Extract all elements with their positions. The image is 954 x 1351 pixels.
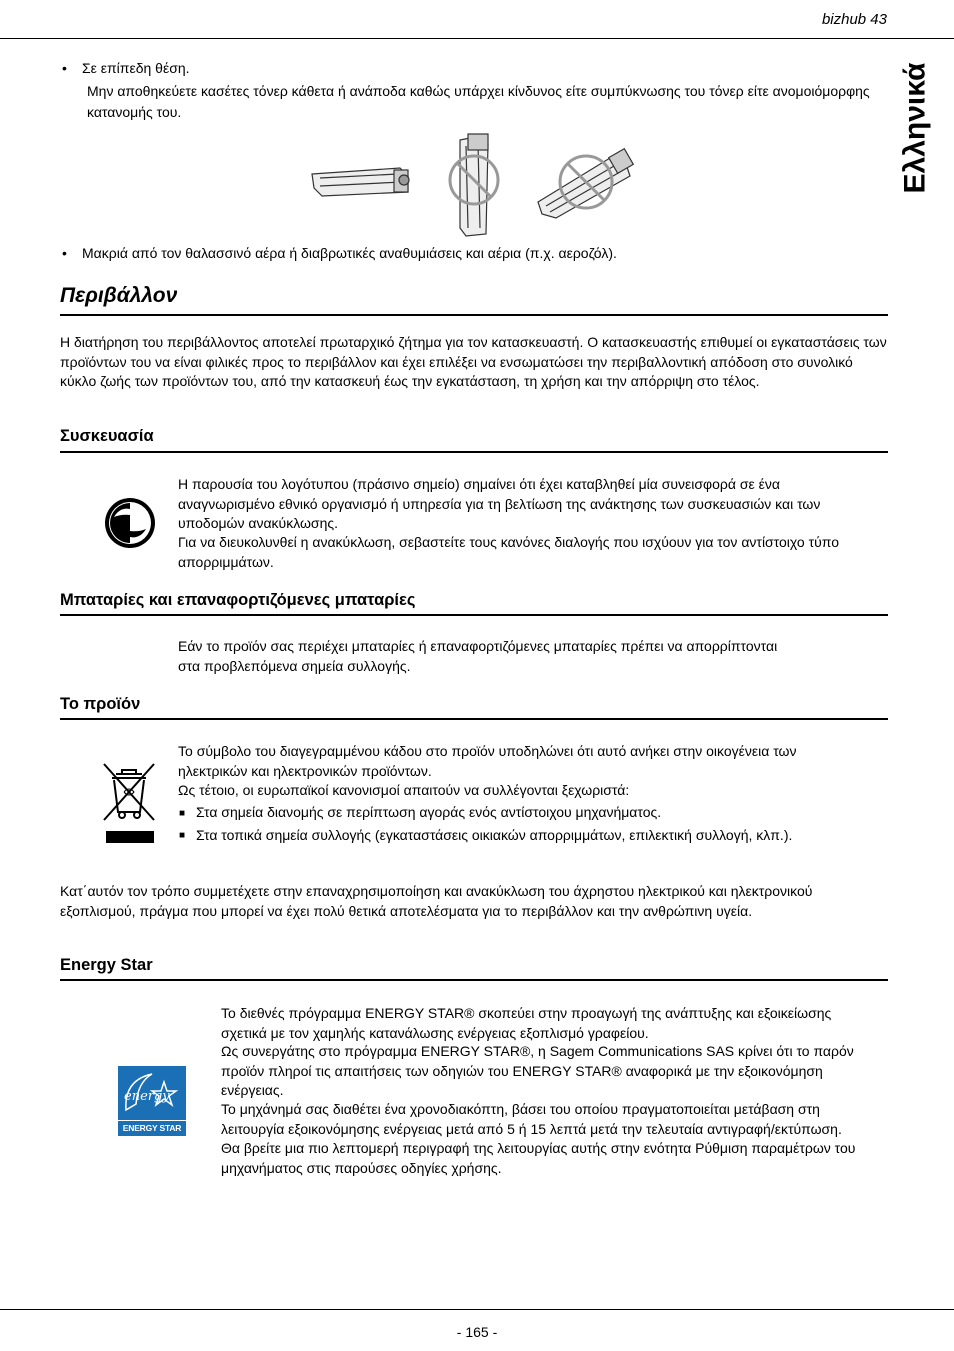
subsection-title-product: Το προϊόν: [60, 695, 141, 713]
product-text-2: Ως τέτοιο, οι ευρωπαϊκοί κανονισμοί απαιτούν να συλλέγονται ξεχωριστά:: [178, 782, 630, 798]
subsection-title-energy-star: Energy Star: [60, 956, 153, 974]
language-side-tab-label: Ελληνικά: [898, 62, 932, 193]
square-bullet: ■: [179, 808, 186, 819]
energy-star-logo: [118, 1066, 186, 1136]
subsection-title-packaging: Συσκευασία: [60, 427, 154, 445]
header-rule: [0, 38, 954, 39]
energy-star-logo-script: energy: [124, 1089, 170, 1104]
energy-star-text-3: Το μηχάνημά σας διαθέτει ένα χρονοδιακόπτη, βάσει του οποίου πραγματοποιείται μετάβαση στη λειτουργία εξοικονόμησης ενέργειας μετά από 5 ή 15 λεπτά μετά την τελευταία αντιγραφή/εκτύπωση. Θα βρείτε μια πιο λεπτομερή περιγραφή της λειτουργίας αυτής στην ενότητα Ρύθμιση παραμέτρων του μηχανήματος στις παρούσες οδηγίες χρήσης.: [221, 1101, 856, 1176]
energy-star-logo-bar: [118, 1120, 186, 1121]
toner-orientation-illustration: [310, 130, 640, 238]
storage-bullet-flat: Σε επίπεδη θέση.: [82, 60, 190, 76]
storage-bullet-note: Μην αποθηκεύετε κασέτες τόνερ κάθετα ή ανάποδα καθώς υπάρχει κίνδυνος είτε συμπύκνωσης του τόνερ είτε ανομοιόμορφης κατανομής του.: [87, 83, 870, 120]
product-list-item-2: Στα τοπικά σημεία συλλογής (εγκαταστάσεις οικιακών απορριμμάτων, επιλεκτική συλλογή, κλπ.).: [196, 827, 793, 843]
product-text-1: Το σύμβολο του διαγεγραμμένου κάδου στο προϊόν υποδηλώνει ότι αυτό ανήκει στην οικογένεια των ηλεκτρικών και ηλεκτρονικών προϊόντων.: [178, 743, 797, 779]
section-title-environment: Περιβάλλον: [60, 284, 178, 307]
bullet-marker: •: [62, 245, 67, 261]
toner-tilted-prohibited: [538, 149, 633, 218]
batteries-text: Εάν το προϊόν σας περιέχει μπαταρίες ή επαναφορτιζόμενες μπαταρίες πρέπει να απορρίπτονται στα προβλεπόμενα σημεία συλλογής.: [178, 638, 778, 674]
subsection-rule: [60, 614, 888, 616]
subsection-rule: [60, 979, 888, 981]
language-side-tab: [885, 60, 945, 195]
page-number: - 165 -: [456, 1324, 498, 1340]
toner-horizontal-ok: [312, 168, 409, 196]
subsection-rule: [60, 451, 888, 453]
energy-star-text-2: Ως συνεργάτης στο πρόγραμμα ENERGY STAR®, η Sagem Communications SAS κρίνει ότι το παρόν προϊόν πληροί τις απαιτήσεις των οδηγιών του ENERGY STAR® αναφορικά με την εξοικονόμηση ενέργειας.: [221, 1043, 854, 1098]
bullet-marker: •: [62, 60, 67, 76]
subsection-title-batteries: Μπαταρίες και επαναφορτιζόμενες μπαταρίες: [60, 591, 416, 609]
storage-bullet-air: Μακριά από τον θαλασσινό αέρα ή διαβρωτικές αναθυμιάσεις και αέρια (π.χ. αεροζόλ).: [82, 245, 617, 261]
crossed-out-bin-icon: [100, 762, 158, 846]
subsection-rule: [60, 718, 888, 720]
product-closing-text: Κατ΄αυτόν τον τρόπο συμμετέχετε στην επαναχρησιμοποίηση και ανακύκλωση του άχρηστου ηλεκτρικού και ηλεκτρονικού εξοπλισμού, πράγμα που μπορεί να έχει πολύ θετικά αποτελέσματα για το περιβάλλον και την ανθρώπινη υγεία.: [60, 883, 813, 919]
packaging-text-1: Η παρουσία του λογότυπου (πράσινο σημείο) σημαίνει ότι έχει καταβληθεί μία συνεισφορά σε ένα αναγνωρισμένο εθνικό οργανισμό ή υπηρεσία για τη βελτίωση της ανάκτησης των συσκευασιών και των υποδομών ανακύκλωσης.: [178, 476, 821, 531]
square-bullet: ■: [179, 830, 186, 841]
section-rule: [60, 314, 888, 316]
energy-star-logo-label: ENERGY STAR: [122, 1123, 182, 1133]
header-product-name: bizhub 43: [821, 11, 887, 28]
product-list-item-1: Στα σημεία διανομής σε περίπτωση αγοράς ενός αντίστοιχου μηχανήματος.: [196, 804, 662, 820]
environment-intro: Η διατήρηση του περιβάλλοντος αποτελεί πρωταρχικό ζήτημα για τον κατασκευαστή. Ο κατασκευαστής επιθυμεί οι εγκαταστάσεις των προϊόντων του να είναι φιλικές προς το περιβάλλον και έχει επιλέξει να ενσωματώσει την περιβαλλοντική απόδοση στο συνολικό κύκλο ζωής των προϊόντων του, από την κατασκευή έως την εγκατάσταση, τη χρήση και την απόρριψη στο τέλος.: [60, 334, 887, 389]
footer-rule: [0, 1309, 954, 1310]
green-dot-recycling-icon: [104, 497, 156, 549]
toner-vertical-prohibited: [450, 134, 498, 236]
energy-star-text-1: Το διεθνές πρόγραμμα ENERGY STAR® σκοπεύει στην προαγωγή της ανάπτυξης και εξοικείωσης σχετικά με τον χαμηλής κατανάλωσης ενέργειας εξοπλισμό γραφείου.: [221, 1005, 832, 1041]
packaging-text-2: Για να διευκολυνθεί η ανακύκλωση, σεβαστείτε τους κανόνες διαλογής που ισχύουν για τον αντίστοιχο τύπο απορριμμάτων.: [178, 534, 840, 570]
